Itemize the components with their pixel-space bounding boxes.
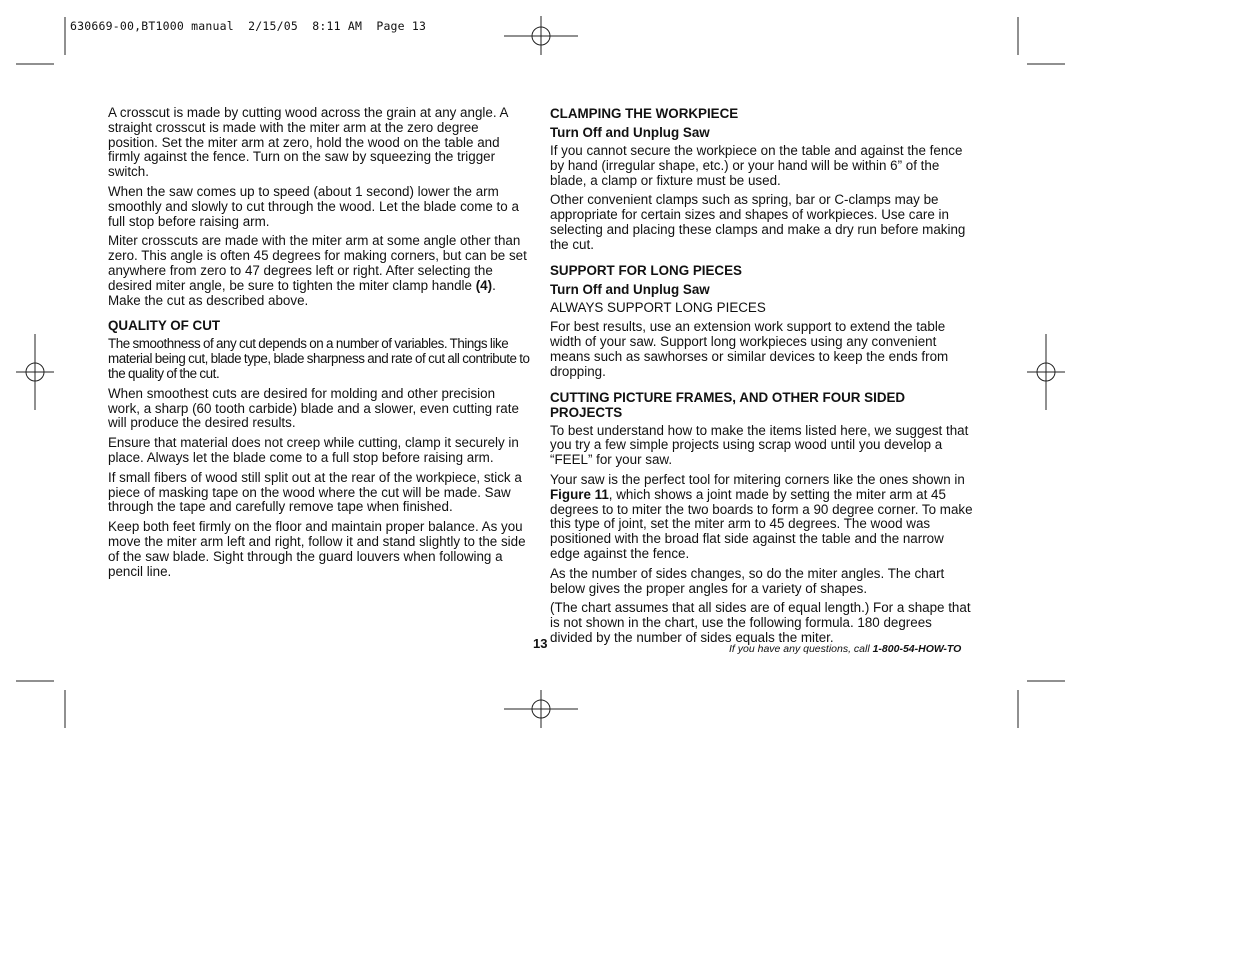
registration-target-top [504, 16, 578, 55]
right-column [550, 106, 976, 651]
extension-support-paragraph: For best results, use an extension work support to extend the table width of your saw. Support long workpieces using any convenient means such as sawhorses or similar devices to keep the ends from dropping. [550, 319, 949, 379]
smoothness-paragraph: The smoothness of any cut depends on a number of variables. Things like material being cut, blade type, blade sharpness and rate of cut all contribute to the quality of the cut. [108, 336, 530, 381]
quality-of-cut-heading: QUALITY OF CUT [108, 318, 221, 334]
page-number: 13 [533, 636, 548, 651]
clamp-handle-ref: (4) [475, 277, 493, 293]
support-subheading: Turn Off and Unplug Saw [550, 281, 710, 297]
clamping-subheading: Turn Off and Unplug Saw [550, 125, 710, 140]
figure-ref: Figure 11 [550, 486, 609, 502]
fibers-paragraph: If small fibers of wood still split out at the rear of the workpiece, stick a piece of masking tape on the wood where the cut will be made. Saw through the tape and carefully remove tape when finished. [108, 469, 522, 515]
clamp-required-paragraph: If you cannot secure the workpiece on the table and against the fence by hand (irregular shape, etc.) or your hand will be within 6” of the blade, a clamp or fixture must be used. [550, 143, 963, 188]
speed-paragraph: When the saw comes up to speed (about 1 second) lower the arm smoothly and slowly to cut through the wood. Let the blade come to a full stop before raising arm. [108, 183, 519, 229]
left-column [108, 106, 530, 584]
miter-angles-paragraph: As the number of sides changes, so do the miter angles. The chart below gives the proper angles for a variety of shapes. [550, 565, 945, 596]
mitering-paragraph: Your saw is the perfect tool for mitering corners like the ones shown in Figure 11, which shows a joint made by setting the miter arm at 45 degrees to to miter the two boards to form a 90 degree corner. To make this type of joint, set the miter arm to 45 degrees. The wood was positioned with the broad flat side against the table and the narrow edge against the fence. [550, 471, 973, 561]
registration-target-right [1027, 334, 1065, 410]
smoothest-cuts-paragraph: When smoothest cuts are desired for molding and other precision work, a sharp (60 tooth carbide) blade and a slower, even cutting rate will produce the desired results. [108, 385, 519, 431]
always-support-paragraph: ALWAYS SUPPORT LONG PIECES [550, 299, 766, 315]
picture-frames-heading: CUTTING PICTURE FRAMES, AND OTHER FOUR SIDED PROJECTS [550, 389, 906, 420]
other-clamps-paragraph: Other convenient clamps such as spring, bar or C-clamps may be appropriate for certain sizes and shapes of workpieces. Use care in selecting and placing these clamps and make a dry run before making the cut. [550, 192, 966, 252]
balance-paragraph: Keep both feet firmly on the floor and maintain proper balance. As you move the miter arm left and right, follow it and stand slightly to the side of the saw blade. Sight through the guard louvers when following a pencil line. [108, 519, 526, 579]
miter-crosscut-paragraph: Miter crosscuts are made with the miter arm at some angle other than zero. This angle is often 45 degrees for making corners, but can be set anywhere from zero to 47 degrees left or right. After selecting the desired miter angle, be sure to tighten the miter clamp handle (4). Make the cut as described above. [108, 233, 527, 308]
registration-target-bottom [504, 690, 578, 728]
creep-paragraph: Ensure that material does not creep while cutting, clamp it securely in place. Always let the blade come to a full stop before raising arm. [108, 435, 519, 465]
print-slug: 630669-00,BT1000 manual 2/15/05 8:11 AM Page 13 [70, 19, 427, 33]
help-footer: If you have any questions, call 1-800-54-HOW-TO [729, 643, 962, 655]
support-heading: SUPPORT FOR LONG PIECES [550, 262, 742, 278]
registration-target-left [16, 334, 54, 410]
scrap-wood-paragraph: To best understand how to make the items listed here, we suggest that you try a few simple projects using scrap wood until you develop a “FEEL” for your saw. [550, 422, 969, 468]
crosscut-paragraph: A crosscut is made by cutting wood across the grain at any angle. A straight crosscut is made with the miter arm at the zero degree position. Set the miter arm at zero, hold the wood on the table and firmly against the fence. Turn on the saw by squeezing the trigger switch. [108, 105, 508, 180]
formula-paragraph: (The chart assumes that all sides are of equal length.) For a shape that is not shown in the chart, use the following formula. 180 degrees divided by the number of sides equals the miter. [550, 600, 971, 645]
help-phone: 1-800-54-HOW-TO [872, 643, 962, 655]
clamping-heading: CLAMPING THE WORKPIECE [550, 106, 739, 121]
